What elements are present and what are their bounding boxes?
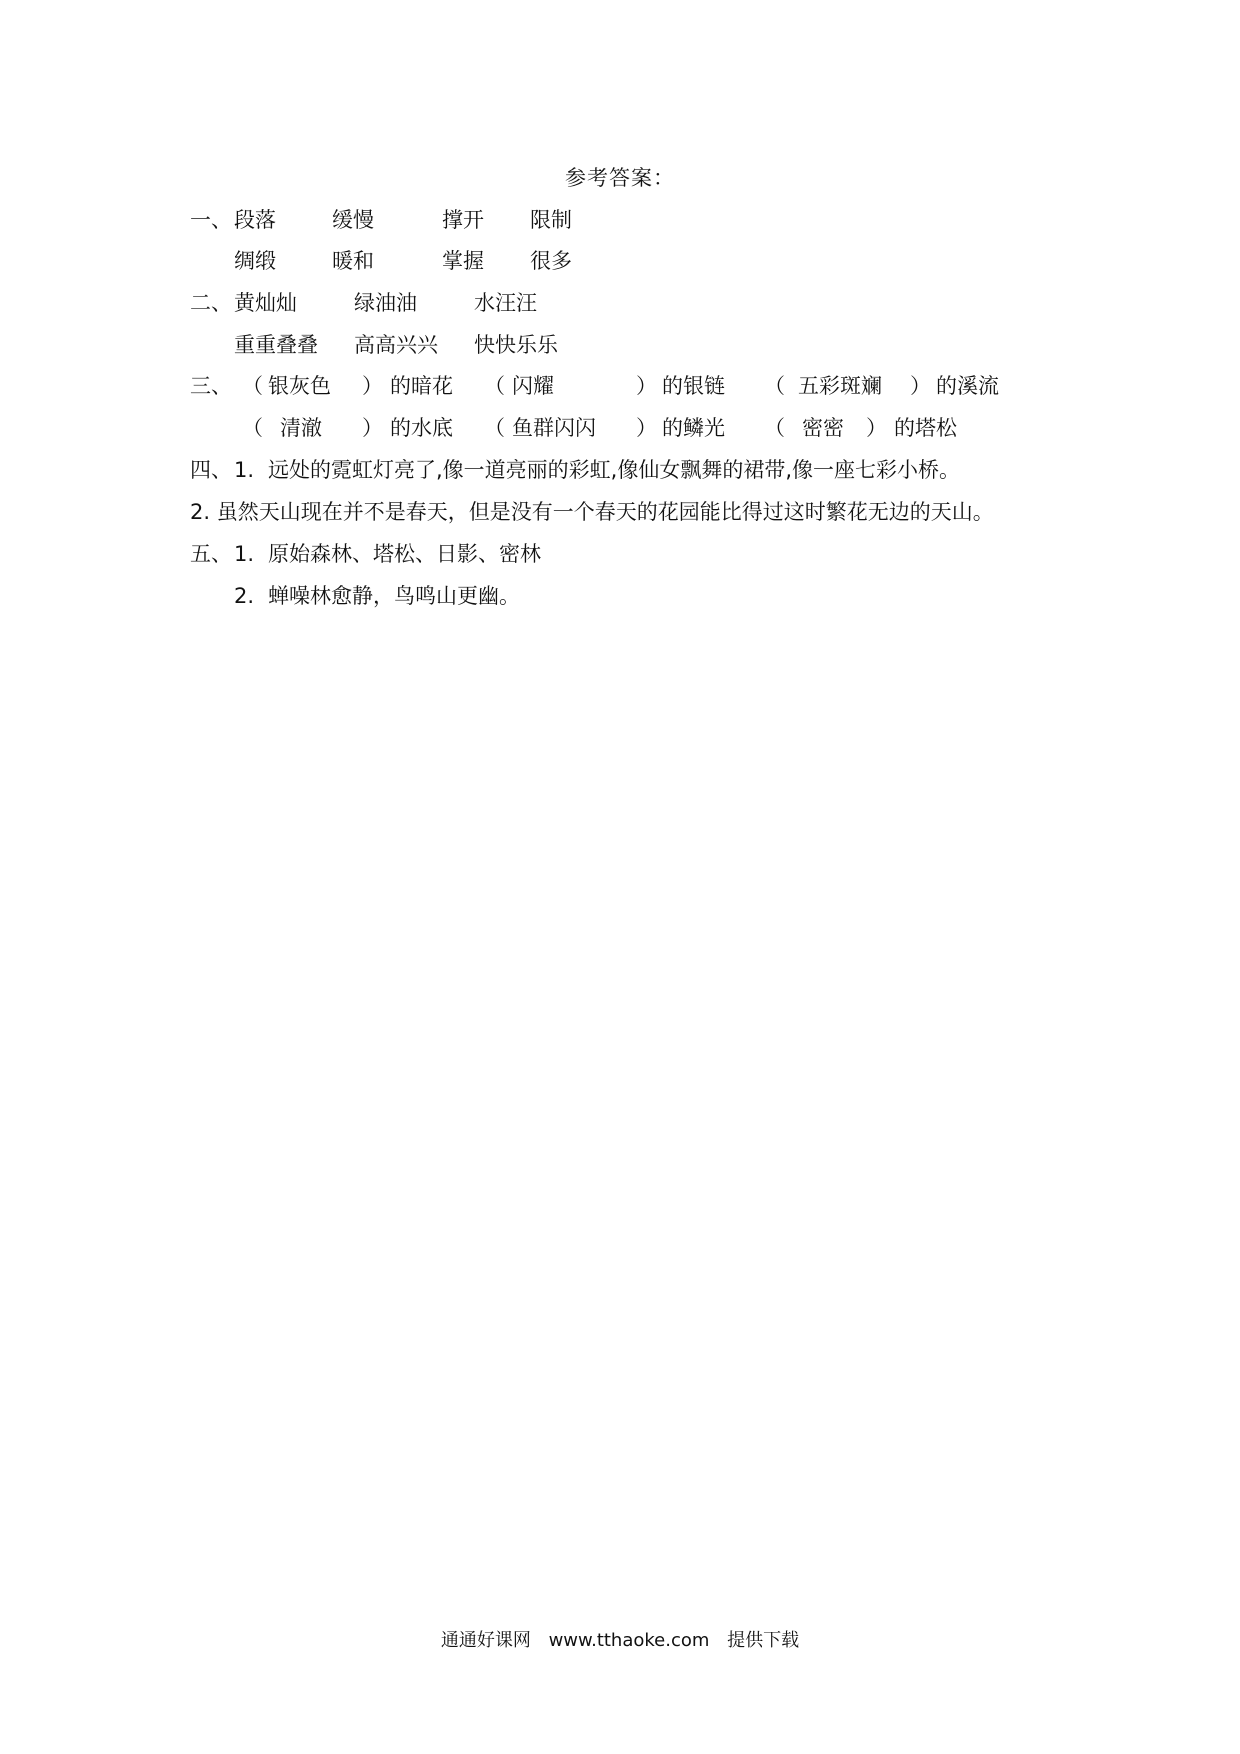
answer-word: 限制 — [530, 208, 572, 232]
fill-answer: 银灰色 — [268, 374, 331, 398]
fill-answer: 清澈 — [280, 416, 322, 440]
answer-word: 暖和 — [332, 249, 374, 273]
footer-suffix: 提供下载 — [727, 1630, 800, 1651]
page-footer — [0, 1626, 1240, 1652]
open-paren: （ — [242, 374, 263, 398]
section-5-label: 五、 — [190, 542, 232, 566]
answer-word: 绸缎 — [234, 249, 276, 273]
answer-word: 黄灿灿 — [234, 291, 297, 315]
answer-sentence: 2. 虽然天山现在并不是春天，但是没有一个春天的花园能比得过这时繁花无边的天山。 — [190, 500, 994, 524]
phrase: 的暗花 — [390, 374, 453, 398]
answer-word: 重重叠叠 — [234, 333, 318, 357]
section-3-label: 三、 — [190, 374, 232, 398]
item-number: 1. — [234, 542, 255, 566]
fill-answer: 鱼群闪闪 — [512, 416, 596, 440]
open-paren: （ — [764, 374, 785, 398]
fill-answer: 五彩斑斓 — [798, 374, 882, 398]
answer-word: 掌握 — [442, 249, 484, 273]
answer-word: 水汪汪 — [474, 291, 537, 315]
answer-word: 缓慢 — [332, 208, 374, 232]
phrase: 的塔松 — [894, 416, 957, 440]
answer-word: 很多 — [530, 249, 572, 273]
item-number: 1. — [234, 458, 255, 482]
item-number: 2. — [234, 584, 255, 608]
footer-url[interactable]: www.tthaoke.com — [548, 1630, 710, 1651]
fill-answer: 闪耀 — [512, 374, 554, 398]
phrase: 的鳞光 — [662, 416, 725, 440]
open-paren: （ — [484, 416, 505, 440]
section-4-label: 四、 — [190, 458, 232, 482]
close-paren: ） — [636, 374, 657, 398]
answer-word: 撑开 — [442, 208, 484, 232]
answer-word: 绿油油 — [354, 291, 417, 315]
close-paren: ） — [362, 416, 383, 440]
section-1-label: 一、 — [190, 208, 232, 232]
answer-sentence: 远处的霓虹灯亮了,像一道亮丽的彩虹,像仙女飘舞的裙带,像一座七彩小桥。 — [268, 458, 961, 482]
close-paren: ） — [362, 374, 383, 398]
close-paren: ） — [910, 374, 931, 398]
footer-site-name: 通通好课网 — [440, 1630, 531, 1651]
answer-word: 高高兴兴 — [354, 333, 438, 357]
close-paren: ） — [866, 416, 887, 440]
open-paren: （ — [242, 416, 263, 440]
phrase: 的水底 — [390, 416, 453, 440]
phrase: 的溪流 — [936, 374, 999, 398]
answer-word: 段落 — [234, 208, 276, 232]
close-paren: ） — [636, 416, 657, 440]
open-paren: （ — [484, 374, 505, 398]
phrase: 的银链 — [662, 374, 725, 398]
section-2-label: 二、 — [190, 291, 232, 315]
answer-sentence: 原始森林、塔松、日影、密林 — [268, 542, 541, 566]
open-paren: （ — [764, 416, 785, 440]
answer-word: 快快乐乐 — [474, 333, 558, 357]
answer-sentence: 蝉噪林愈静，鸟鸣山更幽。 — [268, 584, 520, 608]
page-title: 参考答案： — [565, 166, 675, 190]
fill-answer: 密密 — [802, 416, 844, 440]
